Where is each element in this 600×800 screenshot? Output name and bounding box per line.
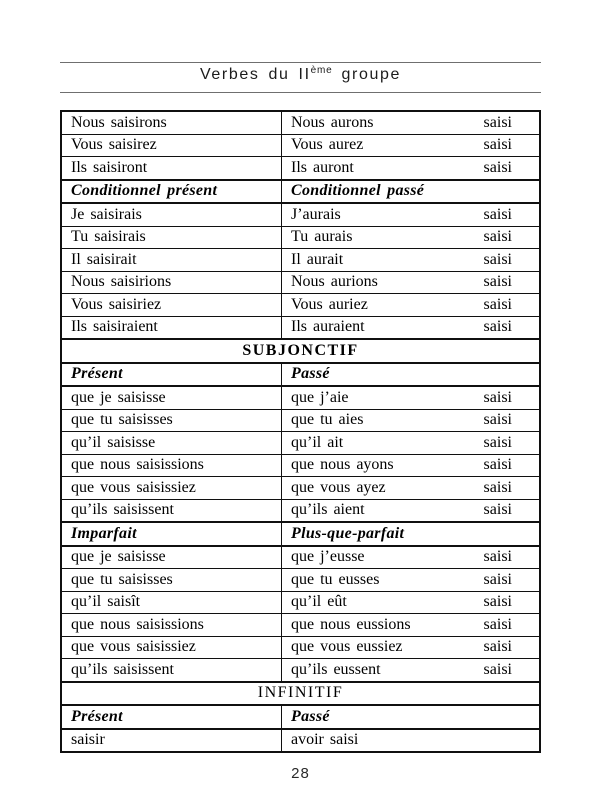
auxiliary-form: que vous ayez xyxy=(291,478,386,496)
conjugation-row xyxy=(62,226,539,249)
conjugation-row xyxy=(62,248,539,271)
conjugation-right-cell xyxy=(282,112,539,134)
tense-name-left: Conditionnel présent xyxy=(71,182,218,200)
auxiliary-form: Nous aurions xyxy=(291,273,378,291)
conjugation-left-cell xyxy=(62,135,282,157)
past-participle: saisi xyxy=(483,318,512,336)
auxiliary-form: Vous auriez xyxy=(291,295,368,313)
mood-name: INFINITIF xyxy=(257,684,344,702)
conjugation-left-cell xyxy=(62,410,282,432)
conjugation-row xyxy=(62,385,539,409)
conjugation-left-cell xyxy=(62,659,282,681)
conjugation-row xyxy=(62,316,539,339)
conjugated-form: que je saisisse xyxy=(71,388,166,406)
tense-header-row xyxy=(62,704,539,728)
conjugated-form: Tu saisirais xyxy=(71,228,146,246)
conjugation-right-cell xyxy=(282,410,539,432)
page-title xyxy=(60,66,541,84)
conjugated-form: Je saisirais xyxy=(71,205,142,223)
conjugation-row xyxy=(62,476,539,499)
past-participle: saisi xyxy=(483,295,512,313)
conjugation-row xyxy=(62,431,539,454)
conjugation-row xyxy=(62,271,539,294)
conjugation-left-cell xyxy=(62,272,282,294)
past-participle: saisi xyxy=(483,136,512,154)
conjugation-left-cell xyxy=(62,500,282,522)
conjugation-row xyxy=(62,613,539,636)
auxiliary-form: J’aurais xyxy=(291,205,341,223)
infinitive-present: saisir xyxy=(71,731,105,749)
page-title-suffix: groupe xyxy=(332,66,401,83)
past-participle: saisi xyxy=(483,570,512,588)
conjugation-left-cell xyxy=(62,637,282,659)
auxiliary-form: que tu aies xyxy=(291,411,364,429)
conjugation-right-cell xyxy=(282,637,539,659)
tense-header-row xyxy=(62,362,539,386)
conjugation-right-cell xyxy=(282,614,539,636)
auxiliary-form: Il aurait xyxy=(291,250,344,268)
conjugation-right-cell xyxy=(282,547,539,569)
tense-name-right: Passé xyxy=(291,365,330,383)
tense-header-row xyxy=(62,521,539,545)
auxiliary-form: que tu eusses xyxy=(291,570,380,588)
auxiliary-form: qu’ils eussent xyxy=(291,660,381,678)
conjugated-form: que tu saisisses xyxy=(71,570,173,588)
tense-name-right: Passé xyxy=(291,707,330,725)
tense-header-right-cell xyxy=(282,181,539,203)
conjugation-left-cell xyxy=(62,592,282,614)
conjugation-row xyxy=(62,636,539,659)
conjugation-row xyxy=(62,134,539,157)
conjugation-left-cell xyxy=(62,112,282,134)
conjugation-left-cell xyxy=(62,249,282,271)
auxiliary-form: Ils auront xyxy=(291,158,354,176)
conjugation-left-cell xyxy=(62,317,282,339)
conjugated-form: qu’ils saisissent xyxy=(71,501,174,519)
page-title-text: Verbes du II xyxy=(200,66,311,83)
conjugated-form: qu’il saisît xyxy=(71,593,141,611)
conjugation-row xyxy=(62,591,539,614)
conjugated-form: qu’ils saisissent xyxy=(71,660,174,678)
conjugation-row xyxy=(62,156,539,179)
conjugated-form: que vous saisissiez xyxy=(71,478,196,496)
conjugation-left-cell xyxy=(62,294,282,316)
auxiliary-form: Vous aurez xyxy=(291,136,364,154)
conjugation-right-cell xyxy=(282,227,539,249)
tense-header-left-cell xyxy=(62,706,282,728)
conjugation-right-cell xyxy=(282,204,539,226)
past-participle: saisi xyxy=(483,228,512,246)
conjugation-left-cell xyxy=(62,227,282,249)
conjugation-row xyxy=(62,112,539,134)
tense-name-right: Plus-que-parfait xyxy=(291,524,405,542)
past-participle: saisi xyxy=(483,113,512,131)
auxiliary-form: qu’il eût xyxy=(291,593,347,611)
conjugation-left-cell xyxy=(62,569,282,591)
conjugation-left-cell xyxy=(62,547,282,569)
tense-name-left: Imparfait xyxy=(71,524,137,542)
past-participle: saisi xyxy=(483,411,512,429)
header-rule-bottom xyxy=(60,92,541,93)
auxiliary-form: que nous eussions xyxy=(291,615,411,633)
conjugation-right-cell xyxy=(282,477,539,499)
conjugated-form: Nous saisirons xyxy=(71,113,167,131)
past-participle: saisi xyxy=(483,433,512,451)
tense-header-right-cell xyxy=(282,364,539,386)
past-participle: saisi xyxy=(483,273,512,291)
past-participle: saisi xyxy=(483,478,512,496)
header-rule-top xyxy=(60,62,541,63)
conjugated-form: que nous saisissions xyxy=(71,456,204,474)
past-participle: saisi xyxy=(483,388,512,406)
past-participle: saisi xyxy=(483,205,512,223)
conjugated-form: Nous saisirions xyxy=(71,273,172,291)
conjugation-left-cell xyxy=(62,455,282,477)
past-participle: saisi xyxy=(483,593,512,611)
infinitive-right-cell xyxy=(282,730,539,752)
conjugated-form: Ils saisiraient xyxy=(71,318,158,336)
conjugation-row xyxy=(62,658,539,681)
infinitive-left-cell xyxy=(62,730,282,752)
tense-name-left: Présent xyxy=(71,365,123,383)
tense-header-right-cell xyxy=(282,523,539,545)
conjugation-row xyxy=(62,293,539,316)
infinitive-past: avoir saisi xyxy=(291,731,359,749)
auxiliary-form: Ils auraient xyxy=(291,318,365,336)
conjugated-form: que je saisisse xyxy=(71,548,166,566)
conjugation-right-cell xyxy=(282,157,539,179)
mood-header-row xyxy=(62,681,539,705)
conjugation-right-cell xyxy=(282,317,539,339)
past-participle: saisi xyxy=(483,548,512,566)
conjugation-right-cell xyxy=(282,249,539,271)
conjugation-table xyxy=(60,110,541,753)
conjugation-right-cell xyxy=(282,455,539,477)
tense-header-left-cell xyxy=(62,364,282,386)
conjugation-left-cell xyxy=(62,204,282,226)
auxiliary-form: que vous eussiez xyxy=(291,638,403,656)
auxiliary-form: que j’eusse xyxy=(291,548,365,566)
auxiliary-form: Nous aurons xyxy=(291,113,374,131)
past-participle: saisi xyxy=(483,501,512,519)
auxiliary-form: que nous ayons xyxy=(291,456,394,474)
past-participle: saisi xyxy=(483,456,512,474)
past-participle: saisi xyxy=(483,660,512,678)
conjugation-right-cell xyxy=(282,272,539,294)
conjugation-row xyxy=(62,202,539,226)
tense-name-left: Présent xyxy=(71,707,123,725)
tense-header-left-cell xyxy=(62,181,282,203)
conjugation-right-cell xyxy=(282,592,539,614)
tense-name-right: Conditionnel passé xyxy=(291,182,425,200)
mood-name: SUBJONCTIF xyxy=(242,341,359,359)
conjugation-left-cell xyxy=(62,157,282,179)
conjugation-right-cell xyxy=(282,387,539,409)
auxiliary-form: Tu aurais xyxy=(291,228,353,246)
past-participle: saisi xyxy=(483,615,512,633)
conjugated-form: Vous saisiriez xyxy=(71,295,162,313)
auxiliary-form: que j’aie xyxy=(291,388,349,406)
conjugation-row xyxy=(62,568,539,591)
conjugation-row xyxy=(62,409,539,432)
conjugation-right-cell xyxy=(282,569,539,591)
conjugated-form: que tu saisisses xyxy=(71,411,173,429)
conjugation-right-cell xyxy=(282,500,539,522)
conjugation-left-cell xyxy=(62,387,282,409)
past-participle: saisi xyxy=(483,158,512,176)
conjugated-form: Ils saisiront xyxy=(71,158,148,176)
auxiliary-form: qu’il ait xyxy=(291,433,344,451)
infinitive-row xyxy=(62,728,539,752)
page-number: 28 xyxy=(291,765,310,782)
conjugated-form: Il saisirait xyxy=(71,250,137,268)
conjugation-right-cell xyxy=(282,135,539,157)
conjugation-left-cell xyxy=(62,477,282,499)
past-participle: saisi xyxy=(483,250,512,268)
conjugation-row xyxy=(62,499,539,522)
tense-header-left-cell xyxy=(62,523,282,545)
conjugation-left-cell xyxy=(62,614,282,636)
mood-header-row xyxy=(62,338,539,362)
conjugated-form: qu’il saisisse xyxy=(71,433,156,451)
conjugation-row xyxy=(62,454,539,477)
conjugation-right-cell xyxy=(282,294,539,316)
title-superscript: ème xyxy=(310,65,333,76)
conjugation-right-cell xyxy=(282,432,539,454)
tense-header-row xyxy=(62,179,539,203)
conjugation-row xyxy=(62,545,539,569)
conjugated-form: que vous saisissiez xyxy=(71,638,196,656)
conjugated-form: que nous saisissions xyxy=(71,615,204,633)
conjugated-form: Vous saisirez xyxy=(71,136,157,154)
tense-header-right-cell xyxy=(282,706,539,728)
conjugation-left-cell xyxy=(62,432,282,454)
conjugation-right-cell xyxy=(282,659,539,681)
auxiliary-form: qu’ils aient xyxy=(291,501,365,519)
past-participle: saisi xyxy=(483,638,512,656)
